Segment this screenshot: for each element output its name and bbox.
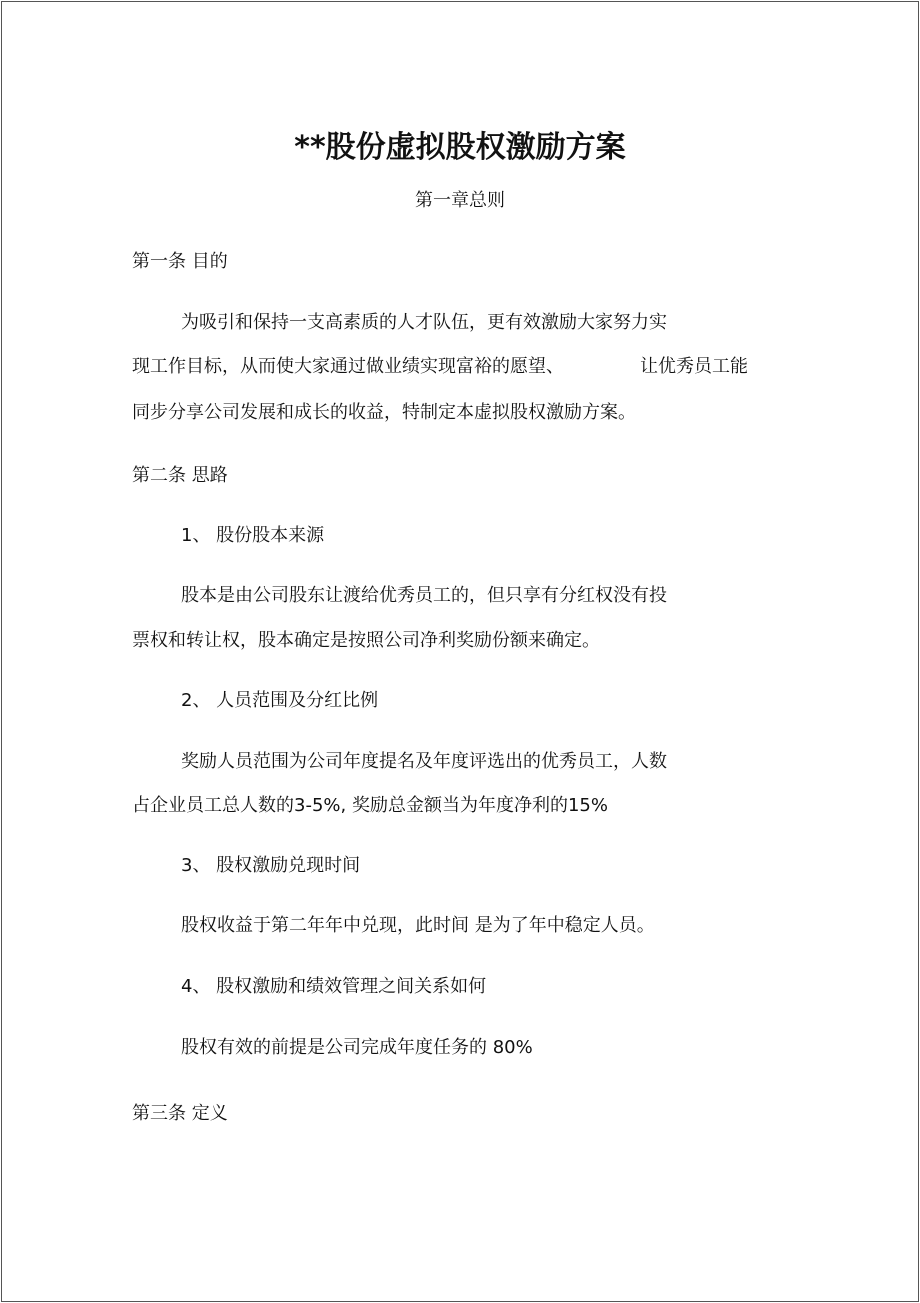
paragraph-line: 让优秀员工能 bbox=[640, 356, 748, 377]
paragraph-line: 股权有效的前提是公司完成年度任务的 80% bbox=[181, 1037, 533, 1058]
article-2-heading: 第二条 思路 bbox=[132, 465, 228, 486]
document-title: **股份虚拟股权激励方案 bbox=[294, 130, 626, 165]
item-heading: 3、 股权激励兑现时间 bbox=[181, 855, 361, 876]
paragraph-line: 股本是由公司股东让渡给优秀员工的，但只享有分红权没有投 bbox=[181, 585, 667, 606]
item-heading: 1、 股份股本来源 bbox=[181, 525, 325, 546]
paragraph-line: 票权和转让权，股本确定是按照公司净利奖励份额来确定。 bbox=[132, 630, 600, 651]
paragraph-line: 奖励人员范围为公司年度提名及年度评选出的优秀员工，人数 bbox=[181, 751, 667, 772]
article-3-heading: 第三条 定义 bbox=[132, 1103, 228, 1124]
paragraph-line: 为吸引和保持一支高素质的人才队伍，更有效激励大家努力实 bbox=[181, 312, 667, 333]
item-heading: 2、 人员范围及分红比例 bbox=[181, 690, 379, 711]
paragraph-line: 股权收益于第二年年中兑现，此时间 是为了年中稳定人员。 bbox=[181, 915, 655, 936]
paragraph-line: 现工作目标，从而使大家通过做业绩实现富裕的愿望、 bbox=[132, 356, 564, 377]
paragraph-line: 占企业员工总人数的3-5%, 奖励总金额当为年度净利的15% bbox=[132, 795, 608, 816]
article-1-heading: 第一条 目的 bbox=[132, 251, 228, 272]
chapter-heading: 第一章总则 bbox=[415, 190, 505, 211]
paragraph-line: 同步分享公司发展和成长的收益，特制定本虚拟股权激励方案。 bbox=[132, 402, 636, 423]
item-heading: 4、 股权激励和绩效管理之间关系如何 bbox=[181, 976, 487, 997]
